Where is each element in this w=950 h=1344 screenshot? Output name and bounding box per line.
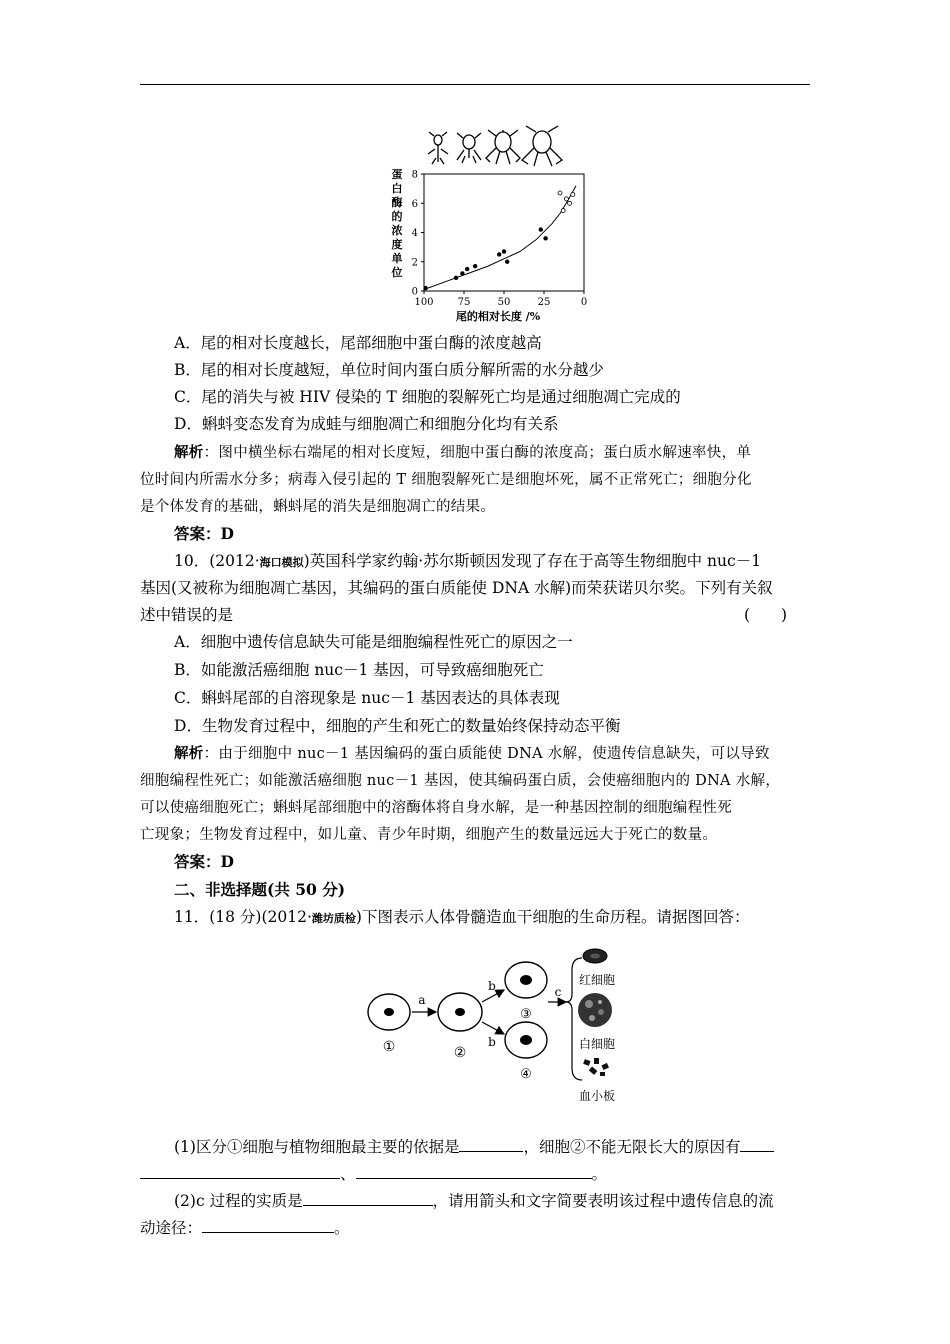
- red-blood-cell-center: [590, 954, 600, 959]
- q10-stem-line-1: [174, 551, 761, 573]
- y-axis-label: [391, 167, 403, 279]
- cell-3-label: ③: [520, 1007, 532, 1022]
- q9-option-b-label: B: [174, 361, 186, 379]
- data-point: [497, 253, 501, 257]
- label-a: a: [418, 993, 426, 1007]
- q10-number: 10．(2012·: [174, 552, 260, 570]
- q10-option-b-text: ．如能激活癌细胞 nuc－1 基因，可导致癌细胞死亡: [185, 661, 544, 679]
- q11-sub1-text-a: (1)区分①细胞与植物细胞最主要的依据是: [174, 1138, 460, 1156]
- x-tick-label: 100: [414, 297, 434, 308]
- q11-source: 潍坊质检: [311, 912, 356, 925]
- q9-explanation-line-1: [174, 443, 751, 463]
- q9-option-c-label: C: [174, 388, 186, 406]
- q11-sub2-end: 。: [334, 1219, 350, 1237]
- data-point: [539, 228, 543, 232]
- q11-sub2-line-1: [174, 1190, 774, 1211]
- x-tick-label: 25: [537, 297, 551, 308]
- q9-explanation-line-2: 位时间内所需水分多；病毒入侵引起的 T 细胞裂解死亡是细胞坏死，属不正常死亡；细胞分化: [140, 472, 752, 488]
- q9-option-b: [174, 360, 604, 380]
- q9-option-a-text: ．尾的相对长度越长，尾部细胞中蛋白酶的浓度越高: [185, 334, 542, 352]
- data-point: [473, 264, 477, 268]
- cell-4-label: ④: [520, 1067, 532, 1082]
- q10-explanation-line-3: 可以使癌细胞死亡；蝌蚪尾部细胞中的溶酶体将自身水解，是一种基因控制的细胞编程性死: [140, 800, 732, 816]
- q10-option-a-text: ．细胞中遗传信息缺失可能是细胞编程性死亡的原因之一: [185, 633, 573, 651]
- q11-blank-3: [140, 1163, 340, 1179]
- label-b-up: b: [488, 979, 496, 993]
- y-axis-label-char: 酶: [391, 196, 403, 209]
- data-point-open: [561, 209, 565, 213]
- q9-option-d: [174, 414, 558, 434]
- q9-option-c: [174, 387, 681, 407]
- cell-1-label: ①: [382, 1039, 396, 1055]
- q10-stem-line-3: 述中错误的是: [140, 606, 234, 624]
- x-tick-label: 50: [497, 297, 511, 308]
- q10-explanation-line-2: 细胞编程性死亡；如能激活癌细胞 nuc－1 基因，使其编码蛋白质，会使癌细胞内的 DNA 水解，: [140, 773, 781, 789]
- y-axis-label-char: 浓: [391, 224, 403, 237]
- y-axis-label-char: 的: [391, 210, 403, 223]
- red-blood-cell-label: 红细胞: [578, 973, 616, 987]
- x-tick-label: 75: [457, 297, 471, 308]
- frog-icon-3: [486, 130, 520, 164]
- q10-source: 海口模拟: [259, 556, 304, 569]
- y-tick-label: 4: [411, 228, 418, 239]
- y-axis-label-char: 蛋: [391, 168, 403, 181]
- q10-option-d: [174, 716, 620, 736]
- y-tick-label: 0: [411, 286, 418, 298]
- data-point: [465, 267, 469, 271]
- data-point: [461, 272, 465, 276]
- q11-sub1-end: 。: [591, 1165, 608, 1183]
- q11-sub1-text-b: ，细胞②不能无限长大的原因有: [523, 1138, 741, 1156]
- q10-explanation-line-4: 亡现象；生物发育过程中，如儿童、青少年时期，细胞产生的数量远远大于死亡的数量。: [140, 827, 718, 843]
- y-tick-label: 8: [411, 169, 418, 181]
- x-axis-label: 尾的相对长度 /%: [455, 310, 541, 322]
- x-tick-label: 0: [580, 297, 588, 308]
- plot-area: [391, 167, 588, 322]
- y-axis-label-char: 度: [391, 238, 403, 251]
- cell-1: [368, 994, 410, 1030]
- q9-explanation-label: 解析: [174, 444, 204, 461]
- y-tick-label: 6: [411, 198, 418, 210]
- q10-option-b-label: B: [174, 661, 186, 679]
- data-point: [505, 260, 509, 264]
- frog-illustrations: [428, 126, 562, 166]
- q11-blank-6: [202, 1217, 334, 1233]
- q10-explanation-label: 解析: [174, 745, 204, 762]
- q10-option-d-label: D: [174, 717, 187, 735]
- q10-explanation-line-1: [174, 744, 770, 764]
- q10-explanation-text-1: ：由于细胞中 nuc－1 基因编码的蛋白质能使 DNA 水解，使遗传信息缺失，可以导致: [203, 746, 770, 762]
- q10-answer: 答案：D: [174, 852, 234, 871]
- y-tick-label: 2: [411, 257, 418, 269]
- q11-sub2-text-a: (2)c 过程的实质是: [174, 1192, 303, 1210]
- q9-answer: 答案：D: [174, 524, 234, 543]
- data-point: [424, 286, 428, 290]
- tadpole-protease-chart: [380, 122, 600, 322]
- q10-option-c: [174, 688, 560, 708]
- data-point: [502, 250, 506, 254]
- q10-answer-bracket: ( ): [744, 606, 788, 624]
- q10-option-a: [174, 632, 573, 652]
- q11-number: 11．(18 分)(2012·: [174, 908, 312, 926]
- q11-sub1-line-1: [174, 1136, 774, 1157]
- data-point-open: [571, 192, 575, 196]
- q9-option-b-text: ．尾的相对长度越短，单位时间内蛋白质分解所需的水分越少: [185, 361, 604, 379]
- frog-icon-1: [428, 132, 448, 164]
- q9-option-d-text: ．蝌蚪变态发育为成蛙与细胞凋亡和细胞分化均有关系: [186, 415, 559, 433]
- cell-2: [438, 993, 482, 1031]
- data-point-open: [558, 191, 562, 195]
- q9-option-d-label: D: [174, 415, 187, 433]
- y-axis-label-char: 单: [391, 252, 403, 265]
- q11-blank-5: [303, 1190, 433, 1206]
- q11-blank-2: [740, 1136, 774, 1152]
- q10-option-a-label: A: [174, 633, 186, 651]
- arrow-b-down: [482, 1022, 504, 1034]
- fit-curve: [424, 186, 576, 290]
- q9-explanation-line-3: 是个体发育的基础，蝌蚪尾的消失是细胞凋亡的结果。: [140, 499, 496, 515]
- q11-blank-1: [459, 1136, 523, 1152]
- frog-icon-2: [457, 133, 481, 163]
- q11-sub2-text-b: ，请用箭头和文字简要表明该过程中遗传信息的流: [432, 1192, 774, 1210]
- y-axis-label-char: 白: [391, 182, 403, 195]
- q9-option-c-text: ．尾的消失与被 HIV 侵染的 T 细胞的裂解死亡均是通过细胞凋亡完成的: [185, 388, 681, 406]
- q9-explanation-text-1: ：图中横坐标右端尾的相对长度短，细胞中蛋白酶的浓度高；蛋白质水解速率快，单: [203, 445, 752, 461]
- cell-2-label: ②: [453, 1045, 467, 1061]
- q11-sub1-separator: 、: [340, 1165, 356, 1183]
- header-rule: [140, 84, 810, 85]
- q11-stem-text: )下图表示人体骨髓造血干细胞的生命历程。请据图回答：: [355, 908, 750, 926]
- q11-sub2-text-c: 动途径：: [140, 1219, 203, 1237]
- q11-stem: [174, 907, 749, 929]
- q11-blank-4: [356, 1163, 592, 1179]
- label-c: c: [554, 985, 562, 999]
- q10-option-c-text: ．蝌蚪尾部的自溶现象是 nuc－1 基因表达的具体表现: [185, 689, 560, 707]
- q11-sub1-line-2: [140, 1163, 607, 1184]
- data-point: [544, 237, 548, 241]
- white-blood-cell-icon: [578, 993, 612, 1027]
- platelet-label: 血小板: [578, 1089, 616, 1103]
- q9-option-a-label: A: [174, 334, 186, 352]
- q10-stem-line-2: 基因(又被称为细胞凋亡基因，其编码的蛋白质能使 DNA 水解)而荣获诺贝尔奖。下列有关叙: [140, 579, 773, 597]
- frog-icon-4: [522, 126, 562, 166]
- q9-option-a: [174, 333, 542, 353]
- cell-3: [505, 962, 547, 998]
- data-point-open: [564, 197, 568, 201]
- data-point-open: [568, 201, 572, 205]
- data-point: [454, 276, 458, 280]
- q10-option-d-text: ．生物发育过程中，细胞的产生和死亡的数量始终保持动态平衡: [186, 717, 621, 735]
- q10-option-b: [174, 660, 544, 680]
- platelet-icon: [583, 1058, 609, 1076]
- white-blood-cell-label: 白细胞: [578, 1037, 616, 1051]
- section-2-title: 二、非选择题(共 50 分): [174, 880, 346, 899]
- y-axis-label-char: 位: [391, 266, 403, 279]
- cell-4: [505, 1022, 547, 1058]
- q10-option-c-label: C: [174, 689, 186, 707]
- q11-sub2-line-2: [140, 1217, 350, 1238]
- hematopoiesis-diagram: [360, 940, 650, 1120]
- q10-stem-text-1: )英国科学家约翰·苏尔斯顿因发现了存在于高等生物细胞中 nuc－1: [303, 552, 762, 570]
- label-b-down: b: [488, 1035, 496, 1049]
